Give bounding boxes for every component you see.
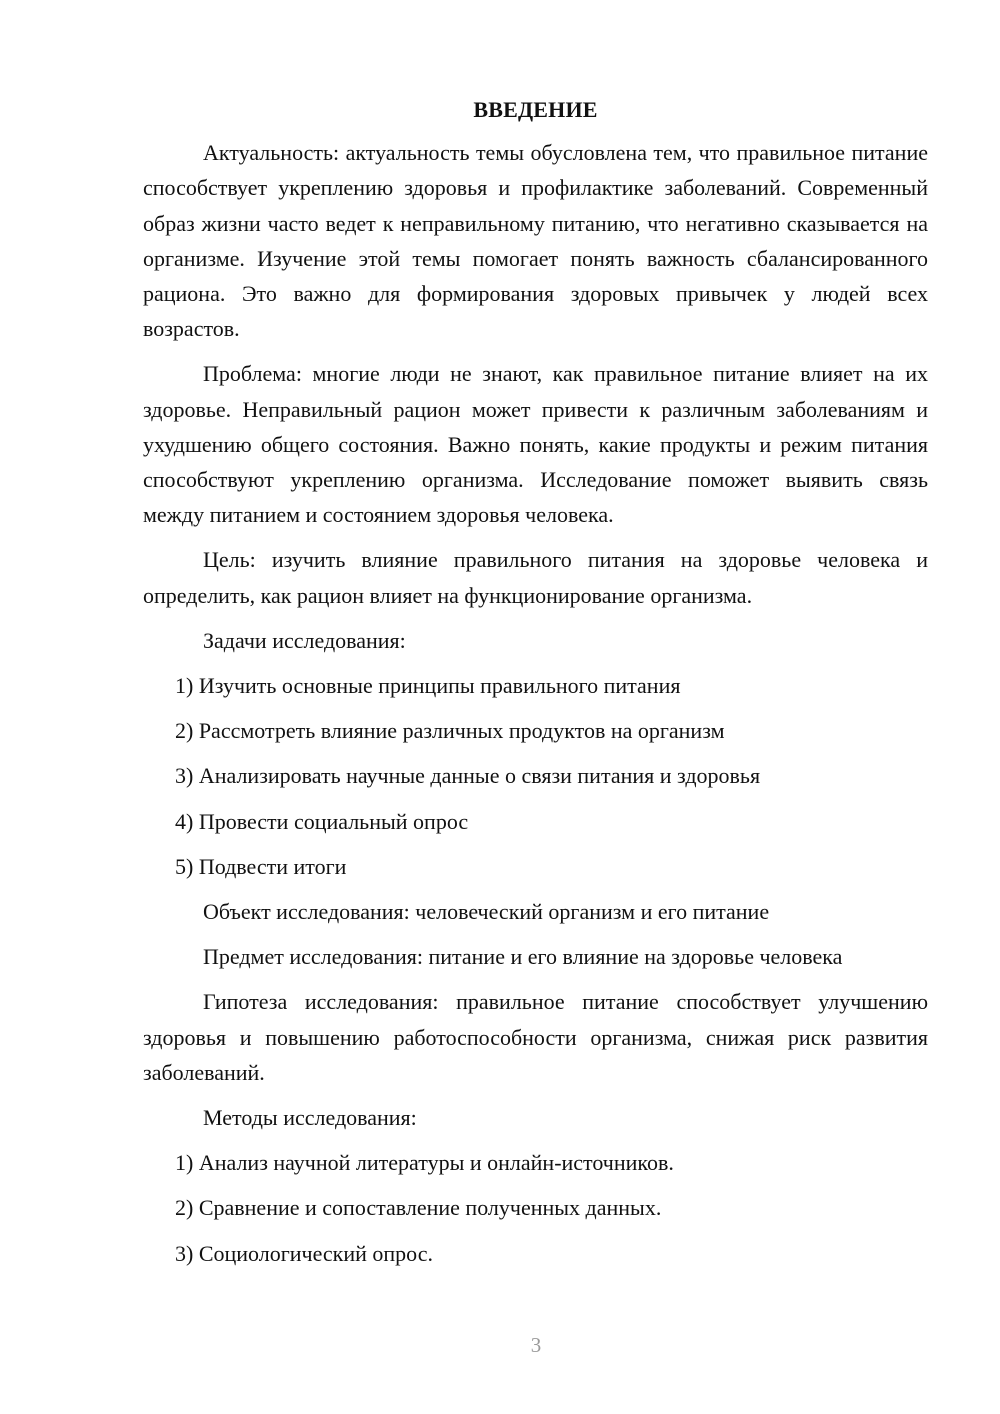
task-item: 3) Анализировать научные данные о связи питания и здоровья — [175, 763, 761, 789]
tasks-heading: Задачи исследования: — [203, 627, 406, 653]
method-item: 1) Анализ научной литературы и онлайн-источников. — [175, 1150, 674, 1176]
methods-list — [143, 1145, 928, 1271]
task-item: 2) Рассмотреть влияние различных продуктов на организм — [175, 718, 725, 744]
page-content — [143, 92, 928, 1281]
page-number: 3 — [530, 1333, 542, 1357]
goal-paragraph: Цель: изучить влияние правильного питания на здоровье человека и определить, как рацион влияет на функционирование организма. — [143, 547, 928, 608]
task-item: 5) Подвести итоги — [175, 853, 347, 879]
task-item: 1) Изучить основные принципы правильного питания — [175, 673, 681, 699]
task-item: 4) Провести социальный опрос — [175, 808, 469, 834]
problem-paragraph: Проблема: многие люди не знают, как правильное питание влияет на их здоровье. Неправильный рацион может привести к различным заболеваниям и ухудшению общего состояния. Важно понять, какие продукты и режим питания способствуют укреплению организма. Исследование поможет выявить связь между питанием и состоянием здоровья человека. — [143, 361, 928, 528]
hypothesis-paragraph: Гипотеза исследования: правильное питание способствует улучшению здоровья и повышению работоспособности организма, снижая риск развития заболеваний. — [143, 989, 928, 1085]
relevance-paragraph: Актуальность: актуальность темы обусловлена тем, что правильное питание способствует укреплению здоровья и профилактике заболеваний. Современный образ жизни часто ведет к неправильному питанию, что негативно сказывается на организме. Изучение этой темы помогает понять важность сбалансированного рациона. Это важно для формирования здоровых привычек у людей всех возрастов. — [143, 140, 928, 342]
methods-heading: Методы исследования: — [203, 1105, 417, 1131]
tasks-list — [143, 668, 928, 884]
object-line: Объект исследования: человеческий организм и его питание — [203, 899, 770, 925]
method-item: 3) Социологический опрос. — [175, 1240, 433, 1266]
section-title: ВВЕДЕНИЕ — [473, 97, 598, 122]
method-item: 2) Сравнение и сопоставление полученных данных. — [175, 1195, 662, 1221]
subject-line: Предмет исследования: питание и его влияние на здоровье человека — [203, 944, 843, 970]
